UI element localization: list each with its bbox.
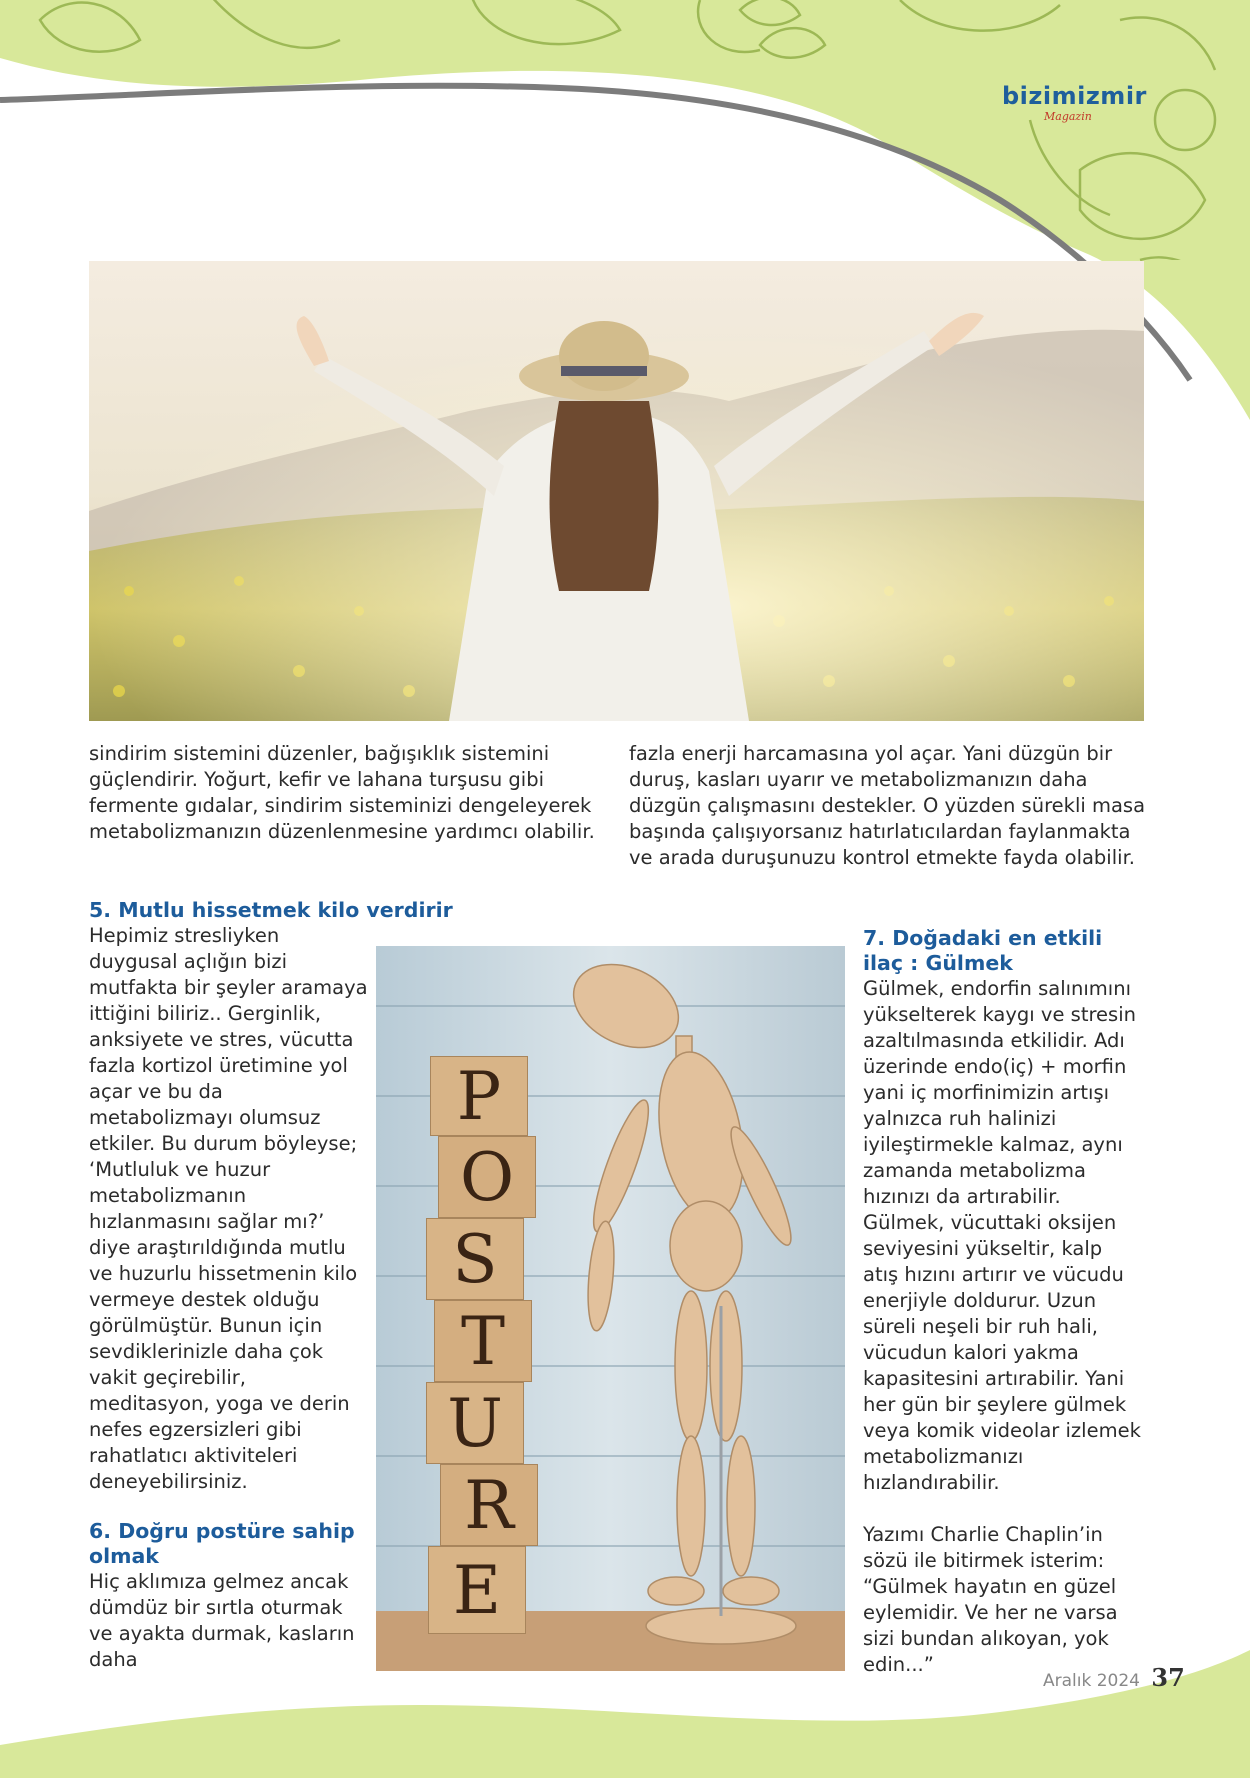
- brand-logo: [1002, 82, 1147, 132]
- right-column-top: [629, 741, 1149, 871]
- section-5-body: Hepimiz stresliyken duygusal açlığın bizi mutfakta bir şeyler aramaya ittiğini biliriz.. Gerginlik, anksiyete ve stres, vücutta fazla kortizol üretimine yol açar ve bu da metabolizmayı olumsuz etkiler. Bu durum böyleyse; ‘Mutluluk ve huzur metabolizmanın hızlanmasını sağlar mı?’ diye araştırıldığında mutlu ve huzurlu hissetmenin kilo vermeye destek olduğu görülmüştür. Bunun için sevdiklerinizle daha çok vakit geçirebilir, meditasyon, yoga ve derin nefes egzersizleri gibi rahatlatıcı aktiviteleri deneyebilirsiniz.: [89, 924, 368, 1493]
- section-6-body: Hiç aklımıza gelmez ancak dümdüz bir sırtla oturmak ve ayakta durmak, kasların daha: [89, 1570, 355, 1671]
- posture-letter: S: [452, 1220, 498, 1298]
- posture-blocks: [426, 1056, 546, 1636]
- section-7-heading: 7. Doğadaki en etkili ilaç : Gülmek: [863, 926, 1103, 975]
- posture-block: [434, 1300, 532, 1382]
- page-number: 37: [1151, 1663, 1185, 1692]
- left-column-top: [89, 741, 609, 845]
- paragraph-posture-energy: fazla enerji harcamasına yol açar. Yani düzgün bir duruş, kasları uyarır ve metabolizmanızın daha düzgün çalışmasını destekler. O yüzden sürekli masa başında çalışıyorsanız hatırlatıcılardan faylanmakta ve arada duruşunuzu kontrol etmekte fayda olabilir.: [629, 742, 1146, 869]
- posture-block: [438, 1136, 536, 1218]
- brand-name: bizimizmir: [1002, 82, 1147, 110]
- posture-letter: E: [452, 1551, 502, 1629]
- posture-letter: P: [456, 1057, 502, 1135]
- page-footer: [1043, 1663, 1185, 1692]
- section-5-heading: 5. Mutlu hissetmek kilo verdirir: [89, 898, 453, 922]
- section-6-heading: 6. Doğru postüre sahip olmak: [89, 1519, 355, 1568]
- posture-block: [428, 1546, 526, 1634]
- paragraph-digestion: sindirim sistemini düzenler, bağışıklık sistemini güçlendirir. Yoğurt, kefir ve lahana turşusu gibi fermente gıdalar, sindirim sisteminizi dengeleyerek metabolizmanızın düzenlenmesine yardımcı olabilir.: [89, 742, 595, 843]
- posture-letter: U: [447, 1384, 503, 1462]
- brand-subtitle: Magazin: [1044, 110, 1092, 123]
- section-7-body: Gülmek, endorfin salınımını yükselterek kaygı ve stresin azaltılmasında etkilidir. Adı üzerinde endo(iç) + morfin yani iç morfinimizin artışı yalnızca ruh halinizi iyileştirmekle kalmaz, aynı zamanda metabolizma hızınızı da artırabilir. Gülmek, vücuttaki oksijen seviyesini yükseltir, kalp atış hızını artırır ve vücudu enerjiyle doldurur. Uzun süreli neşeli bir ruh hali, vücudun kalori yakma kapasitesini artırabilir. Yani her gün bir şeylere gülmek veya komik videolar izlemek metabolizmanızı hızlandırabilir.: [863, 977, 1141, 1494]
- section-6: [89, 1519, 359, 1673]
- posture-letter: O: [459, 1138, 515, 1216]
- posture-block: [426, 1382, 524, 1464]
- posture-letter: R: [464, 1466, 514, 1544]
- section-5: [89, 898, 453, 1495]
- section-7-closing: Yazımı Charlie Chaplin’in sözü ile bitirmek isterim: “Gülmek hayatın en güzel eylemidir. Ve her ne varsa sizi bundan alıkoyan, yok edin...”: [863, 1523, 1118, 1676]
- issue-date: Aralık 2024: [1043, 1671, 1140, 1691]
- posture-letter: T: [460, 1302, 506, 1380]
- hero-photo-woman-in-field: [89, 261, 1144, 721]
- posture-block: [430, 1056, 528, 1136]
- posture-block: [426, 1218, 524, 1300]
- posture-block: [440, 1464, 538, 1546]
- section-7: [863, 926, 1143, 1678]
